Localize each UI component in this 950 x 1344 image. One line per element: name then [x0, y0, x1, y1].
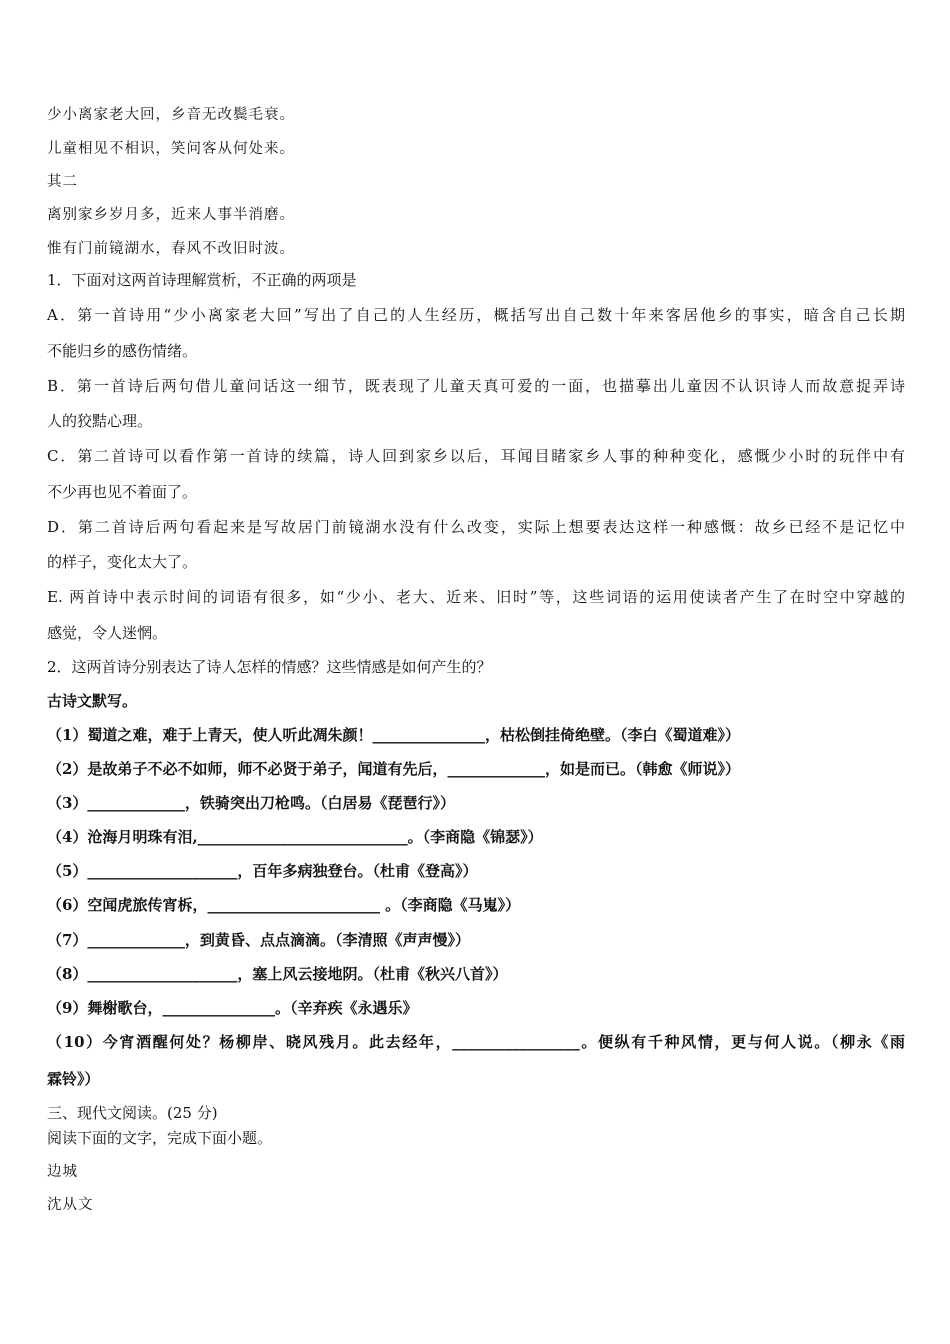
article-author: 沈从文 [47, 1197, 94, 1213]
poem1-line1: 少小离家老大回，乡音无改鬓毛衰。 [47, 107, 295, 123]
option-d-line2: 的样子，变化太大了。 [47, 553, 198, 571]
option-c-line2: 不少再也见不着面了。 [47, 483, 198, 501]
question-1-stem: 1．下面对这两首诗理解赏析，不正确的两项是 [47, 271, 357, 289]
option-d-line1: D．第二首诗后两句看起来是写故居门前镜湖水没有什么改变，实际上想要表达这样一种感慨：故乡已经不是记忆中 [47, 518, 905, 536]
option-c-line1: C．第二首诗可以看作第一首诗的续篇，诗人回到家乡以后，耳闻目睹家乡人事的种种变化，感慨少小时的玩伴中有 [47, 447, 905, 465]
article-title: 边城 [47, 1164, 78, 1180]
recite-item-10-line1: （10）今宵酒醒何处？杨柳岸、晓风残月。此去经年，_________________。便纵有千种风情，更与何人说。（柳永《雨 [47, 1033, 905, 1051]
recite-item-3: （3）_____________，铁骑突出刀枪鸣。（白居易《琵琶行》） [47, 794, 455, 812]
recite-item-5: （5）____________________，百年多病独登台。（杜甫《登高》） [47, 862, 478, 880]
recite-section-title: 古诗文默写。 [47, 692, 138, 710]
option-b-line1: B．第一首诗后两句借儿童问话这一细节，既表现了儿童天真可爱的一面，也描摹出儿童因不认识诗人而故意捉弄诗 [47, 377, 905, 395]
recite-item-1: （1）蜀道之难，难于上青天，使人听此凋朱颜！_______________，枯松倒挂倚绝壁。（李白《蜀道难》） [47, 726, 740, 744]
recite-item-2: （2）是故弟子不必不如师，师不必贤于弟子，闻道有先后，_____________，如是而已。（韩愈《师说》） [47, 760, 740, 778]
option-e-line2: 感觉，令人迷惘。 [47, 624, 168, 642]
recite-item-10-line2: 霖铃》） [47, 1070, 100, 1088]
option-a-line1: A．第一首诗用“少小离家老大回”写出了自己的人生经历，概括写出自己数十年来客居他乡的事实，暗含自己长期 [47, 306, 905, 324]
recite-item-4: （4）沧海月明珠有泪,____________________________。（李商隐《锦瑟》） [47, 828, 543, 846]
recite-item-9: （9）舞榭歌台，_______________。（辛弃疾《永遇乐》 [47, 999, 418, 1017]
option-a-line2: 不能归乡的感伤情绪。 [47, 342, 198, 360]
option-e-line1: E. 两首诗中表示时间的词语有很多，如“少小、老大、近来、旧时”等，这些词语的运用使读者产生了在时空中穿越的 [47, 588, 905, 606]
poem2-line2: 惟有门前镜湖水，春风不改旧时波。 [47, 241, 295, 257]
recite-item-7: （7）_____________，到黄昏、点点滴滴。（李清照《声声慢》） [47, 931, 470, 949]
recite-item-6: （6）空闻虎旅传宵柝，_______________________ 。（李商隐《马嵬》） [47, 896, 521, 914]
poem2-line1: 离别家乡岁月多，近来人事半消磨。 [47, 207, 295, 223]
reading-instruction: 阅读下面的文字，完成下面小题。 [47, 1129, 273, 1147]
option-b-line2: 人的狡黠心理。 [47, 412, 153, 430]
poem2-title: 其二 [47, 174, 78, 190]
question-2-stem: 2．这两首诗分别表达了诗人怎样的情感？这些情感是如何产生的？ [47, 658, 492, 676]
poem1-line2: 儿童相见不相识，笑问客从何处来。 [47, 141, 295, 157]
section-3-heading: 三、现代文阅读。(25 分) [47, 1104, 218, 1122]
recite-item-8: （8）____________________，塞上风云接地阴。（杜甫《秋兴八首》） [47, 965, 508, 983]
